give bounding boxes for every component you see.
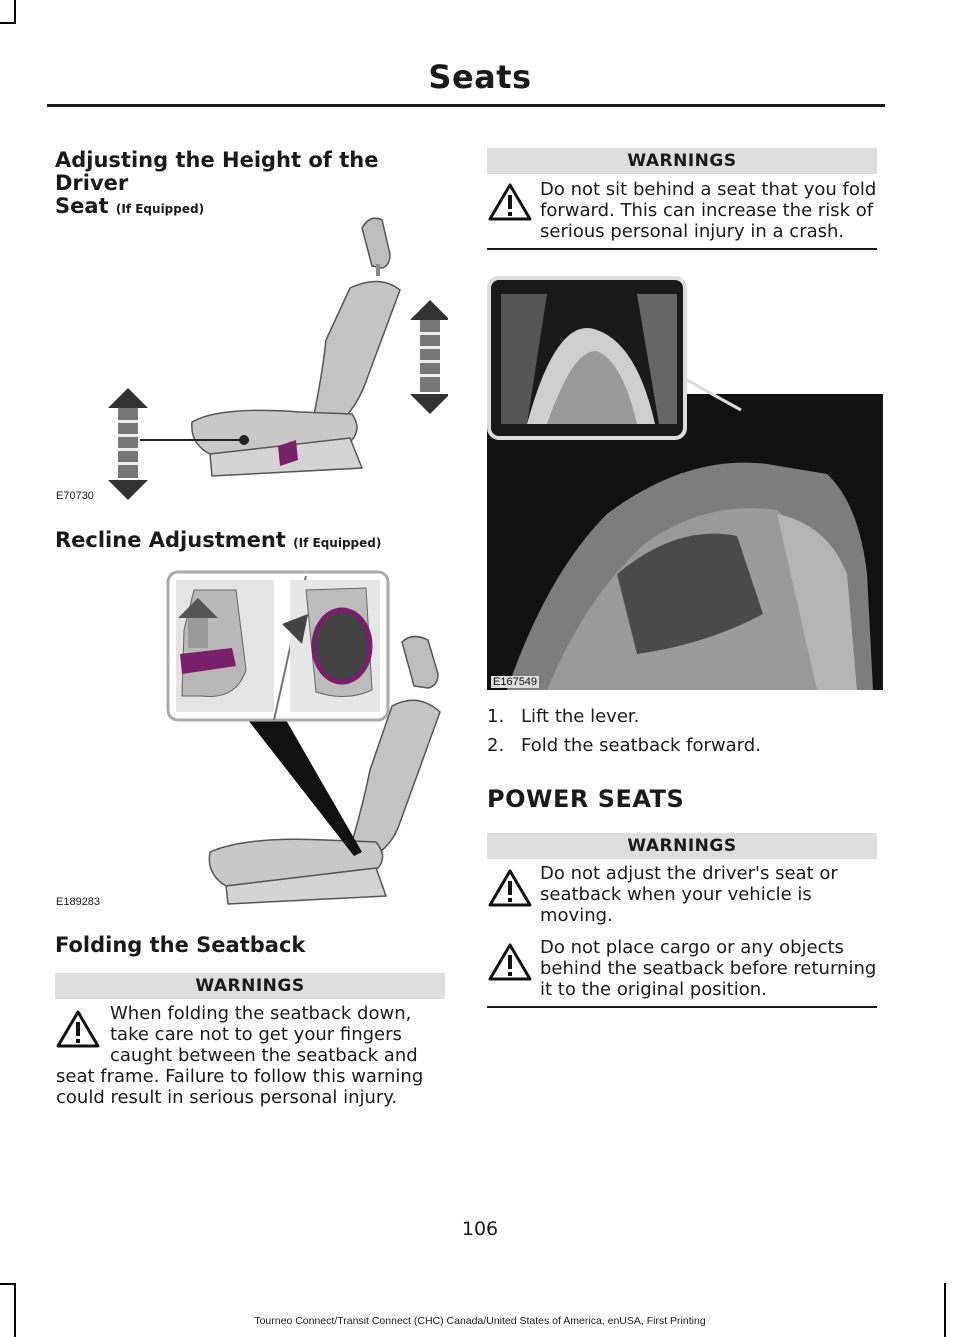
warning-text <box>540 863 882 926</box>
warning-line: caught between the seatback and <box>110 1045 418 1066</box>
warning-line: it to the original position. <box>540 979 767 1000</box>
warning-line: Do not place cargo or any objects <box>540 937 844 958</box>
seat-height-figure <box>100 208 448 504</box>
warning-divider <box>487 248 877 250</box>
warning-divider <box>487 1006 877 1008</box>
section-heading-folding: Folding the Seatback <box>55 933 306 957</box>
warnings-header: WARNINGS <box>55 973 445 999</box>
warning-line: seatback when your vehicle is <box>540 884 812 905</box>
page-title: Seats <box>428 58 532 96</box>
section-heading-recline <box>55 529 455 555</box>
heading-text: Recline Adjustment <box>55 528 286 552</box>
crop-mark <box>0 22 16 24</box>
heading-text: Seat <box>55 194 109 218</box>
recline-figure <box>166 570 446 910</box>
figure-id: E167549 <box>493 676 538 688</box>
step-text: Lift the lever. <box>521 706 640 727</box>
crop-mark <box>14 1283 16 1337</box>
heading-qualifier: (If Equipped) <box>293 536 382 550</box>
figure-id: E70730 <box>56 490 94 502</box>
warning-line: take care not to get your fingers <box>110 1024 402 1045</box>
warning-line: Do not adjust the driver's seat or <box>540 863 838 884</box>
warning-line: When folding the seatback down, <box>110 1003 412 1024</box>
heading-line-1: Adjusting the Height of the Driver <box>55 148 379 195</box>
warning-line: forward. This can increase the risk of <box>540 200 874 221</box>
warning-icon <box>488 942 532 982</box>
warnings-header: WARNINGS <box>487 148 877 174</box>
warning-text <box>540 937 882 1000</box>
warnings-header: WARNINGS <box>487 833 877 859</box>
warning-line: could result in serious personal injury. <box>56 1087 398 1108</box>
warning-icon <box>488 868 532 908</box>
heading-qualifier: (If Equipped) <box>115 202 205 216</box>
page-number: 106 <box>461 1218 499 1240</box>
warning-line: seat frame. Failure to follow this warning <box>56 1066 424 1087</box>
warning-text <box>540 179 882 242</box>
warning-line: Do not sit behind a seat that you fold <box>540 179 877 200</box>
header-divider <box>47 104 885 107</box>
crop-mark <box>0 1283 16 1285</box>
warning-line: serious personal injury in a crash. <box>540 221 845 242</box>
step-number: 2. <box>487 735 505 756</box>
warning-text <box>56 1003 448 1108</box>
warning-line: moving. <box>540 905 613 926</box>
seat-fold-figure <box>487 274 883 690</box>
step-text: Fold the seatback forward. <box>521 735 761 756</box>
warning-line: behind the seatback before returning <box>540 958 877 979</box>
crop-mark <box>14 0 16 22</box>
warning-icon <box>488 182 532 222</box>
figure-id: E189283 <box>56 896 101 908</box>
crop-mark <box>944 1283 946 1337</box>
step-number: 1. <box>487 706 505 727</box>
footer-text: Tourneo Connect/Transit Connect (CHC) Canada/United States of America, enUSA, First Printing <box>254 1315 706 1327</box>
section-heading-power-seats: POWER SEATS <box>487 785 685 813</box>
